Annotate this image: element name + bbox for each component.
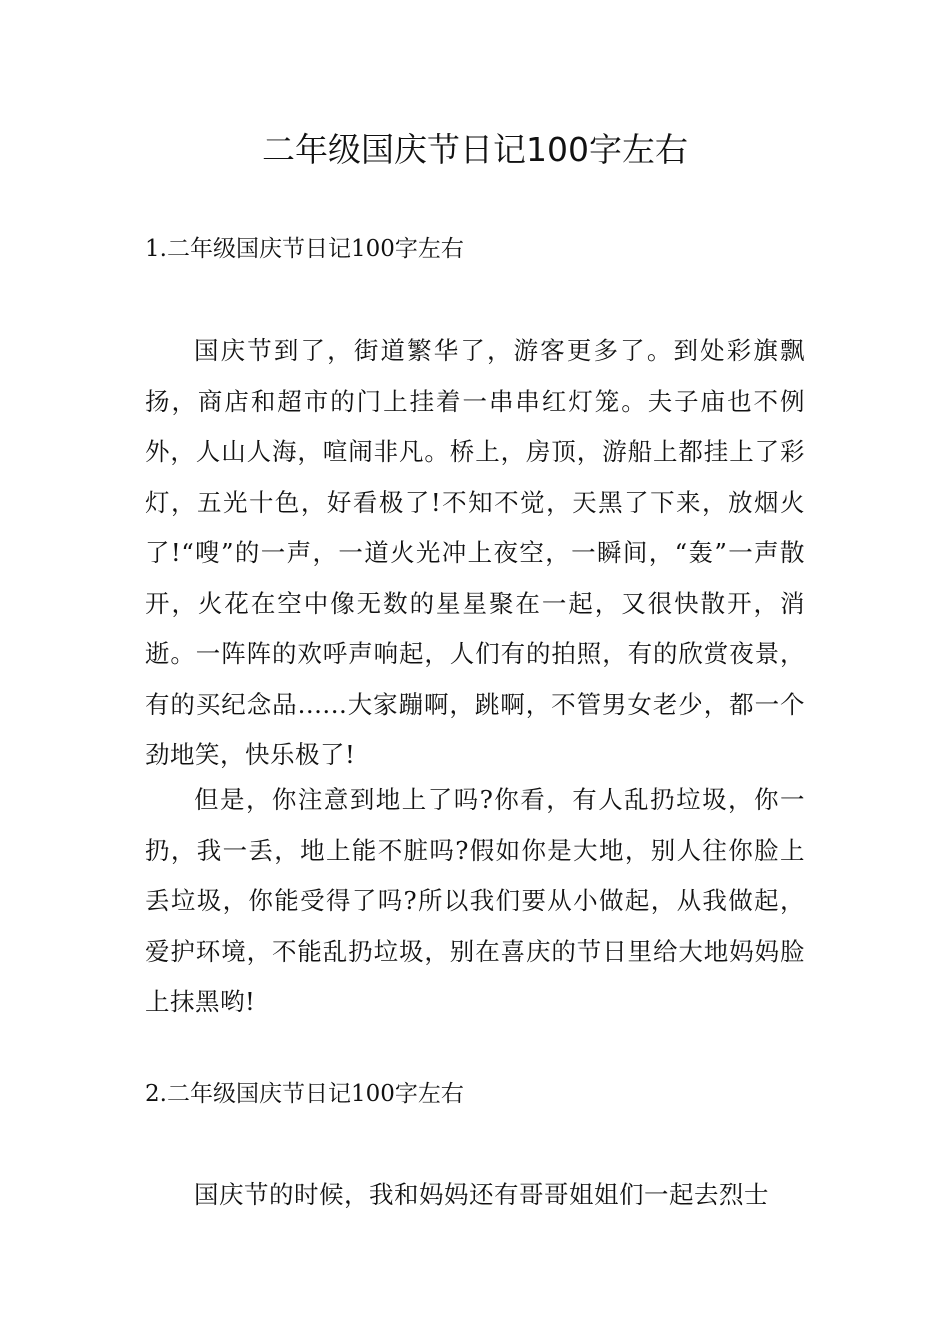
section-1-paragraph-1: 国庆节到了，街道繁华了，游客更多了。到处彩旗飘扬，商店和超市的门上挂着一串串红灯笼。夫子庙也不例外，人山人海，喧闹非凡。桥上，房顶，游船上都挂上了彩灯，五光十色，好看极了!不知不觉，天黑了下来，放烟火了!“嗖”的一声，一道火光冲上夜空，一瞬间，“轰”一声散开，火花在空中像无数的星星聚在一起，又很快散开，消逝。一阵阵的欢呼声响起，人们有的拍照，有的欣赏夜景，有的买纪念品......大家蹦啊，跳啊，不管男女老少，都一个劲地笑，快乐极了! xyxy=(145,336,805,769)
section-heading-2: 2.二年级国庆节日记100字左右 xyxy=(145,1081,464,1107)
section-heading-1: 1.二年级国庆节日记100字左右 xyxy=(145,236,464,262)
section-2-paragraph-1: 国庆节的时候，我和妈妈还有哥哥姐姐们一起去烈士 xyxy=(194,1180,769,1209)
section-1-paragraph-2: 但是，你注意到地上了吗?你看，有人乱扔垃圾，你一扔，我一丢，地上能不脏吗?假如你是大地，别人往你脸上丢垃圾，你能受得了吗?所以我们要从小做起，从我做起，爱护环境，不能乱扔垃圾，别在喜庆的节日里给大地妈妈脸上抹黑哟! xyxy=(145,785,805,1016)
document-title: 二年级国庆节日记100字左右 xyxy=(262,130,688,169)
